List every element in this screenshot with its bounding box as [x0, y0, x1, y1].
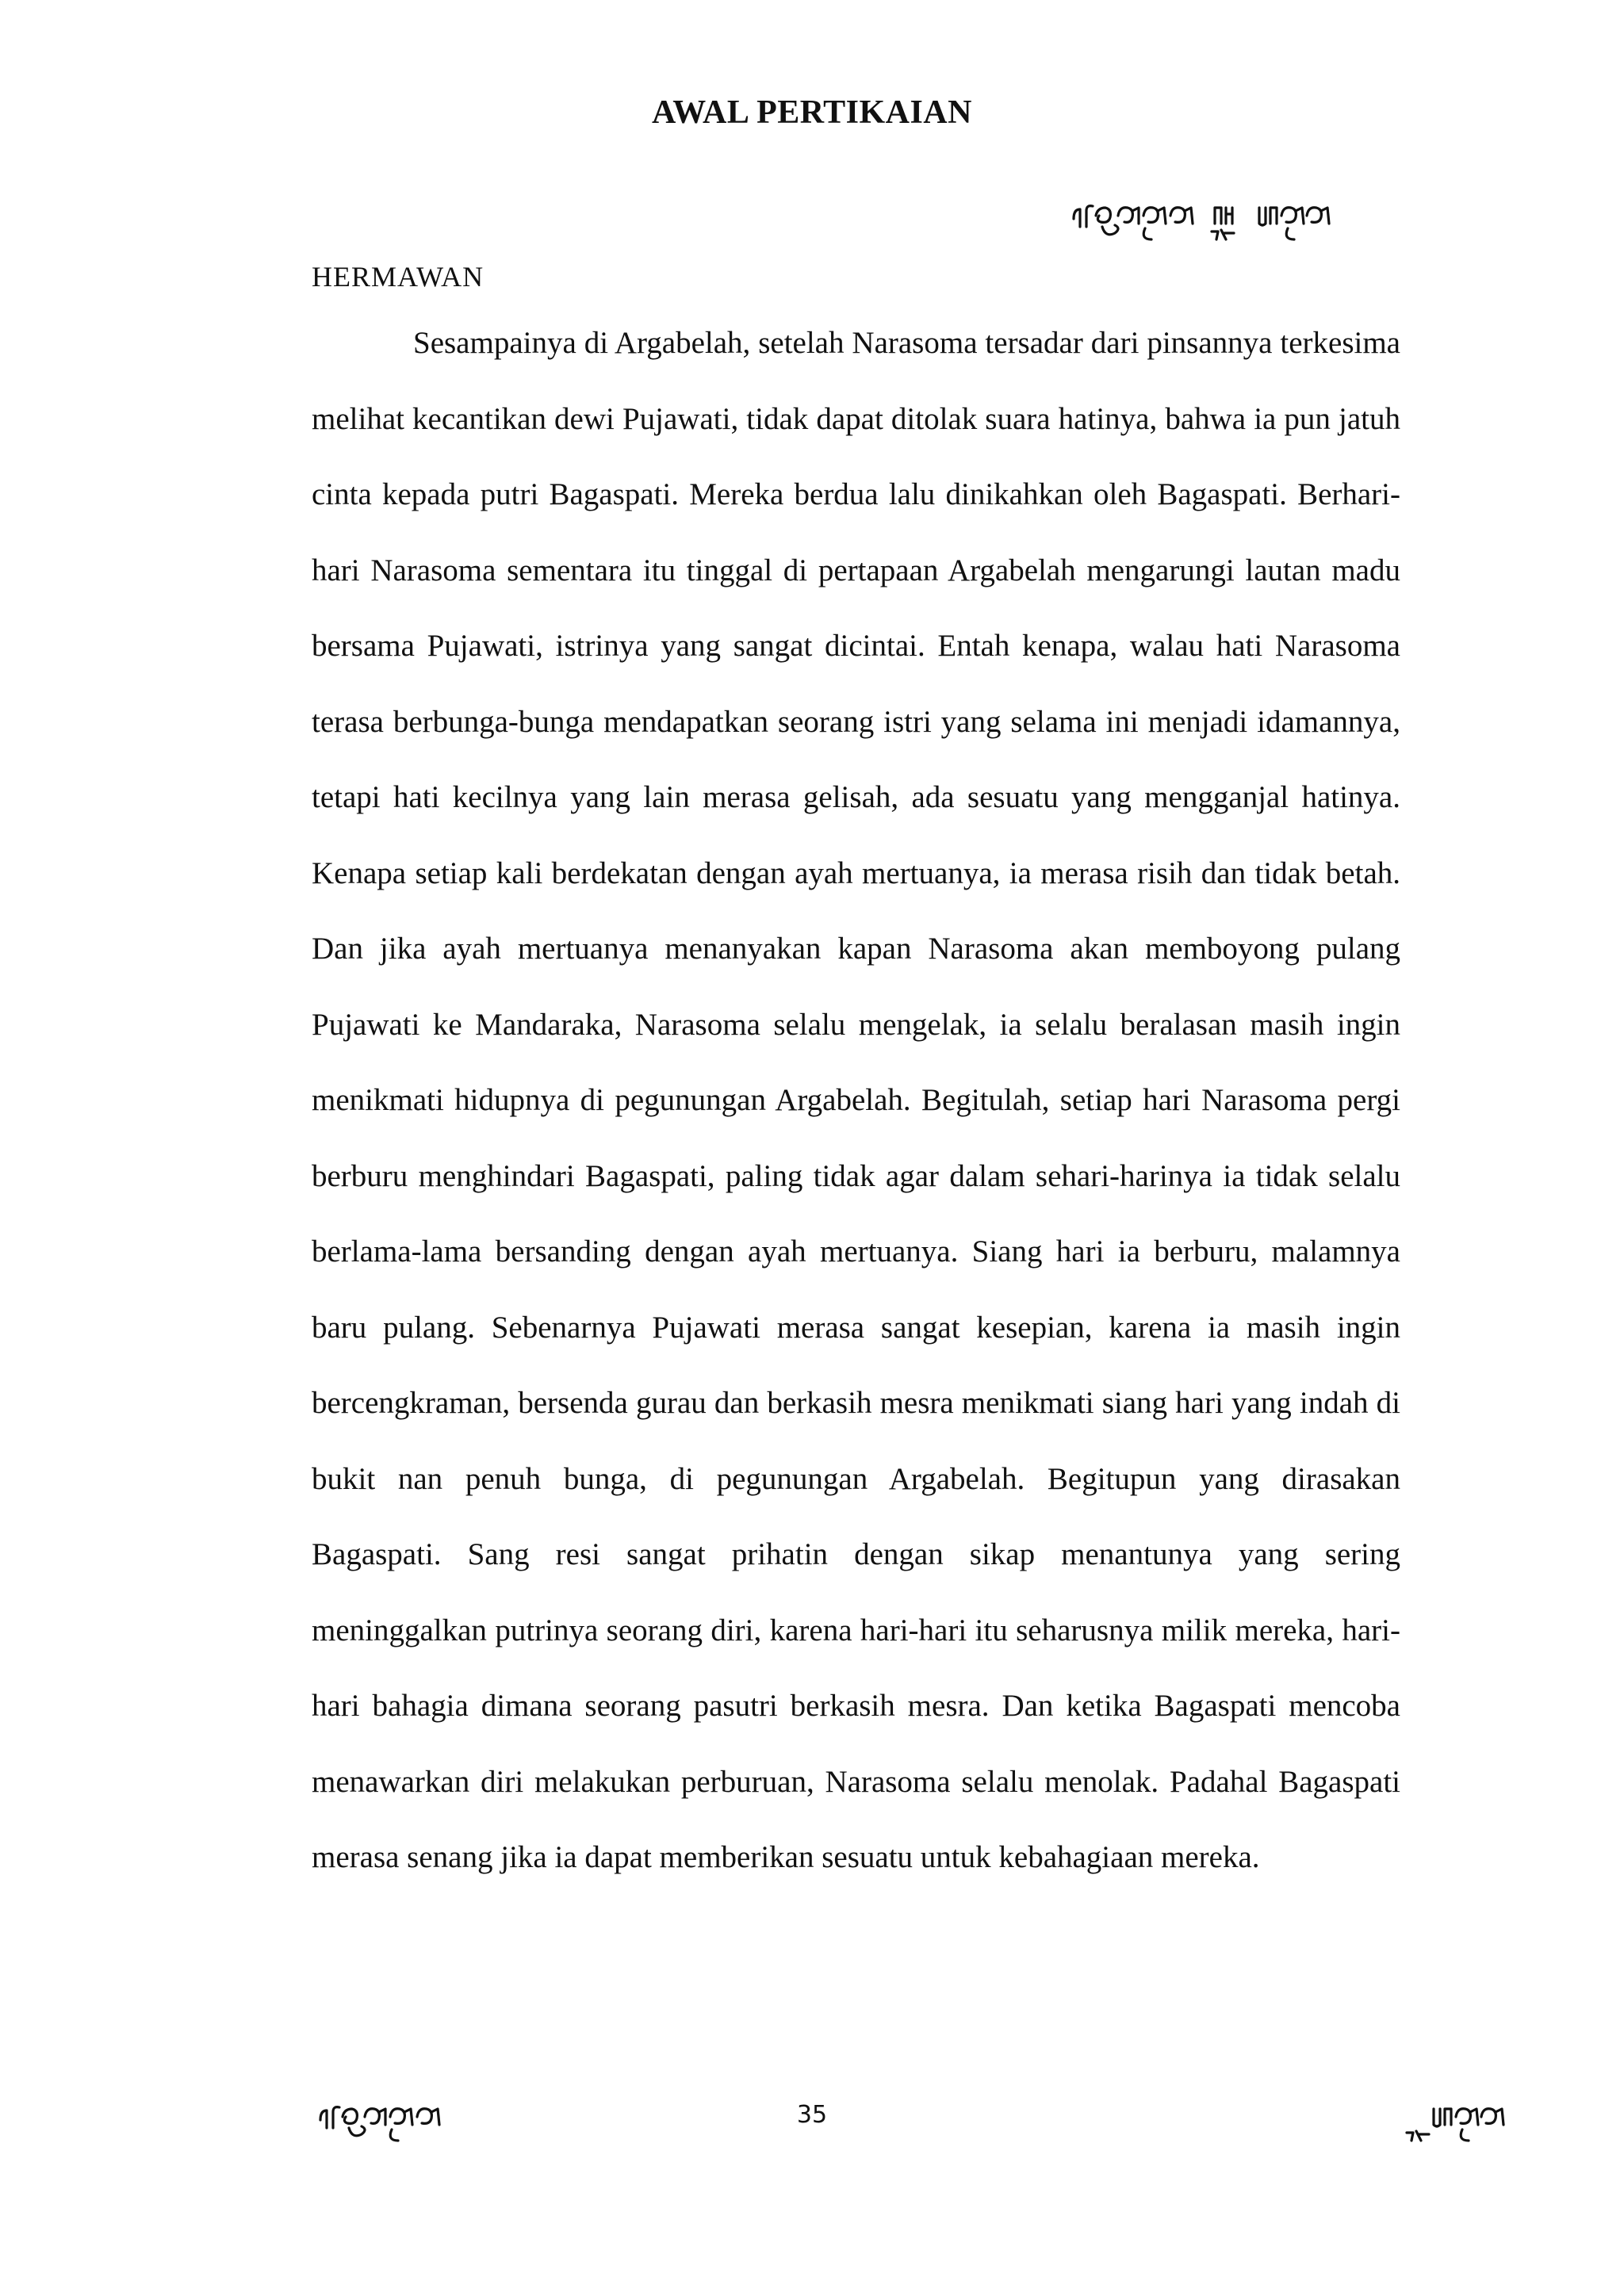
story-paragraph: Sesampainya di Argabelah, setelah Narasoma tersadar dari pinsannya terkesima melihat kecantikan dewi Pujawati, tidak dapat ditolak suara hatinya, bahwa ia pun jatuh cinta kepada putri Bagaspati. Mereka berdua lalu dinikahkan oleh Bagaspati. Berhari-hari Narasoma sementara itu tinggal di pertapaan Argabelah mengarungi lautan madu bersama Pujawati, istrinya yang sangat dicintai. Entah kenapa, walau hati Narasoma terasa berbunga-bunga mendapatkan seorang istri yang selama ini menjadi idamannya, tetapi hati kecilnya yang lain merasa gelisah, ada sesuatu yang mengganjal hatinya. Kenapa setiap kali berdekatan dengan ayah mertuanya, ia merasa risih dan tidak betah. Dan jika ayah mertuanya menanyakan kapan Narasoma akan memboyong pulang Pujawati ke Mandaraka, Narasoma selalu mengelak, ia selalu beralasan masih ingin menikmati hidupnya di pegunungan Argabelah. Begitulah, setiap hari Narasoma pergi berburu menghindari Bagaspati, paling tidak agar dalam sehari-harinya ia tidak selalu berlama-lama bersanding dengan ayah mertuanya. Siang hari ia berburu, malamnya baru pulang. Sebenarnya Pujawati merasa sangat kesepian, karena ia masih ingin bercengkraman, bersenda gurau dan berkasih mesra menikmati siang hari yang indah di bukit nan penuh bunga, di pegunungan Argabelah. Begitupun yang dirasakan Bagaspati. Sang resi sangat prihatin dengan sikap menantunya yang sering meninggalkan putrinya seorang diri, karena hari-hari itu seharusnya milik mereka, hari-hari bahagia dimana seorang pasutri berkasih mesra. Dan ketika Bagaspati mencoba menawarkan diri melakukan perburuan, Narasoma selalu menolak. Padahal Bagaspati merasa senang jika ia dapat memberikan sesuatu untuk kebahagiaan mereka.	[312, 326, 1400, 1874]
page-title: AWAL PERTIKAIAN	[652, 94, 972, 131]
javanese-script-graphic	[1069, 192, 1410, 255]
javanese-script-graphic	[316, 2093, 506, 2156]
javanese-script-ornament-footer-right	[1402, 2093, 1561, 2156]
page-number: 35	[796, 2101, 828, 2129]
javanese-script-ornament-top	[1069, 192, 1410, 255]
author-name: HERMAWAN	[312, 261, 485, 293]
javanese-script-graphic	[1402, 2093, 1561, 2156]
javanese-script-ornament-footer-left	[316, 2093, 506, 2156]
